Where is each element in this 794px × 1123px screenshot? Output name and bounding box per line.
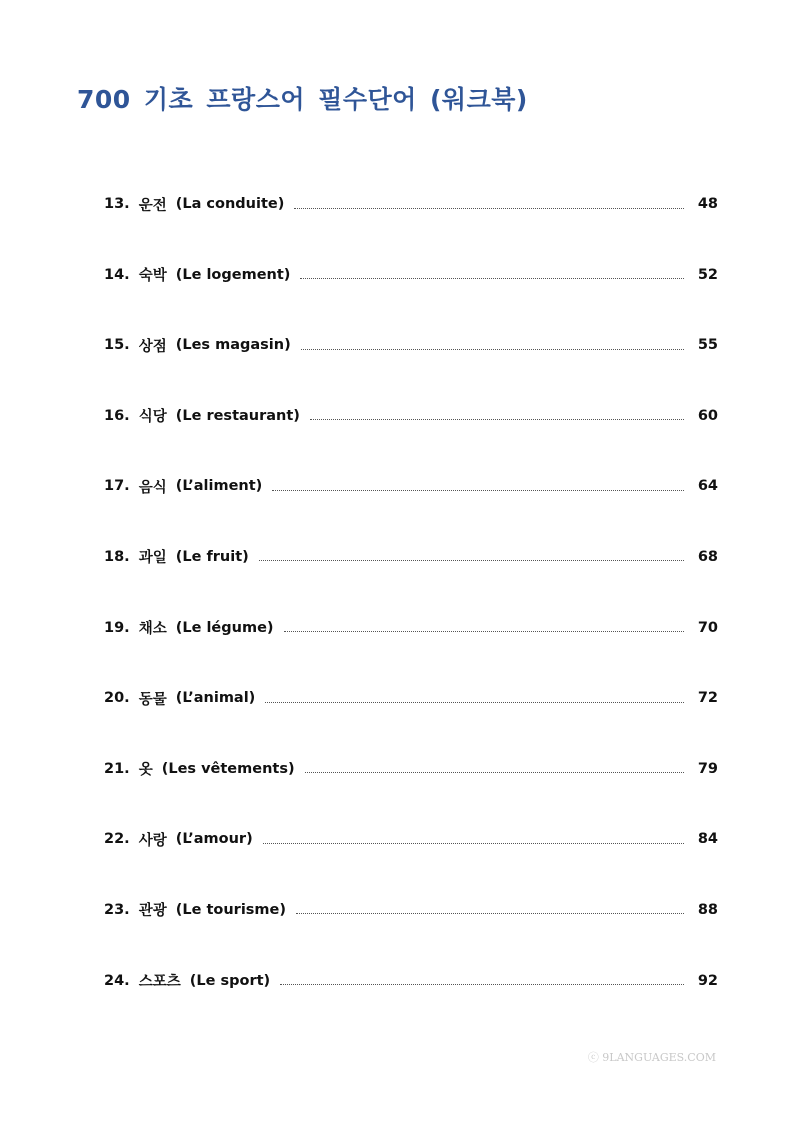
toc-dot-leader [280,984,684,985]
toc-entry-french-title: (Les vêtements) [161,760,295,777]
toc-entry-number: 19. [104,619,130,636]
toc-entry-french-title: (Le restaurant) [175,407,300,424]
toc-dot-leader [305,772,684,773]
toc-entry[interactable] [104,681,718,715]
toc-dot-leader [272,490,684,491]
toc-entry-number: 14. [104,266,130,283]
toc-entry[interactable] [104,893,718,927]
toc-entry-korean-title: 운전 [138,197,167,214]
toc-entry-number: 23. [104,901,130,918]
toc-entry[interactable] [104,752,718,786]
toc-entry-korean-title: 숙박 [138,268,167,285]
toc-entry-number: 13. [104,196,130,212]
toc-entry-number: 22. [104,831,130,848]
toc-entry-french-title: (L’animal) [175,690,256,707]
toc-dot-leader [296,913,684,914]
toc-entry-korean-title: 동물 [138,691,167,708]
toc-entry-number: 15. [104,337,130,354]
toc-entry-page-number: 64 [697,478,718,495]
page-title: 700 기초 프랑스어 필수단어 (워크북) [77,85,528,114]
toc-dot-leader [300,278,683,279]
toc-dot-leader [294,208,683,209]
toc-entry[interactable] [104,469,718,503]
toc-entry-korean-title: 식당 [138,409,167,426]
toc-entry-korean-title: 사랑 [138,832,167,849]
toc-entry[interactable] [104,328,718,362]
toc-entry-french-title: (La conduite) [175,196,285,212]
toc-entry-page-number: 84 [697,831,718,848]
toc-entry-number: 21. [104,760,130,777]
toc-entry-french-title: (Le logement) [175,266,291,283]
toc-entry-french-title: (L’amour) [175,831,253,848]
toc-entry-page-number: 68 [697,548,718,565]
toc-entry-french-title: (Le fruit) [175,548,249,565]
toc-entry-page-number: 52 [697,266,718,283]
toc-entry-french-title: (Le tourisme) [175,901,286,918]
toc-entry[interactable] [104,258,718,292]
toc-entry[interactable] [104,964,718,998]
toc-entry-page-number: 70 [697,619,718,636]
copyright-watermark: ⓒ 9LANGUAGES.COM [587,1051,716,1064]
toc-entry-page-number: 92 [697,972,718,989]
toc-entry-page-number: 55 [697,337,718,354]
toc-entry-french-title: (Les magasin) [175,337,291,354]
toc-entry[interactable] [104,187,718,221]
toc-entry-page-number: 60 [697,407,718,424]
toc-dot-leader [265,702,684,703]
toc-dot-leader [301,349,684,350]
toc-dot-leader [310,419,684,420]
toc-entry-korean-title: 음식 [138,479,167,496]
toc-entry-korean-title: 채소 [138,621,167,638]
toc-entry-korean-title: 과일 [138,550,167,567]
toc-entry-korean-title: 관광 [138,903,167,920]
toc-entry-korean-title: 상점 [138,338,167,355]
toc-entry[interactable] [104,399,718,433]
table-of-contents [104,187,718,1034]
toc-entry-number: 20. [104,690,130,707]
toc-entry-french-title: (Le légume) [175,619,274,636]
toc-entry-page-number: 48 [697,196,718,212]
toc-entry-number: 16. [104,407,130,424]
toc-dot-leader [284,631,684,632]
toc-entry-number: 24. [104,972,130,989]
toc-entry-french-title: (Le sport) [189,972,271,989]
toc-entry-page-number: 79 [697,760,718,777]
toc-dot-leader [263,843,684,844]
toc-entry[interactable] [104,611,718,645]
toc-entry-korean-title: 옷 [138,762,153,779]
toc-entry-page-number: 88 [697,901,718,918]
toc-entry-number: 17. [104,478,130,495]
toc-entry[interactable] [104,822,718,856]
toc-entry[interactable] [104,540,718,574]
toc-entry-page-number: 72 [697,690,718,707]
toc-entry-number: 18. [104,548,130,565]
toc-dot-leader [259,560,684,561]
toc-entry-korean-title: 스포츠 [138,974,181,991]
toc-entry-french-title: (L’aliment) [175,478,263,495]
